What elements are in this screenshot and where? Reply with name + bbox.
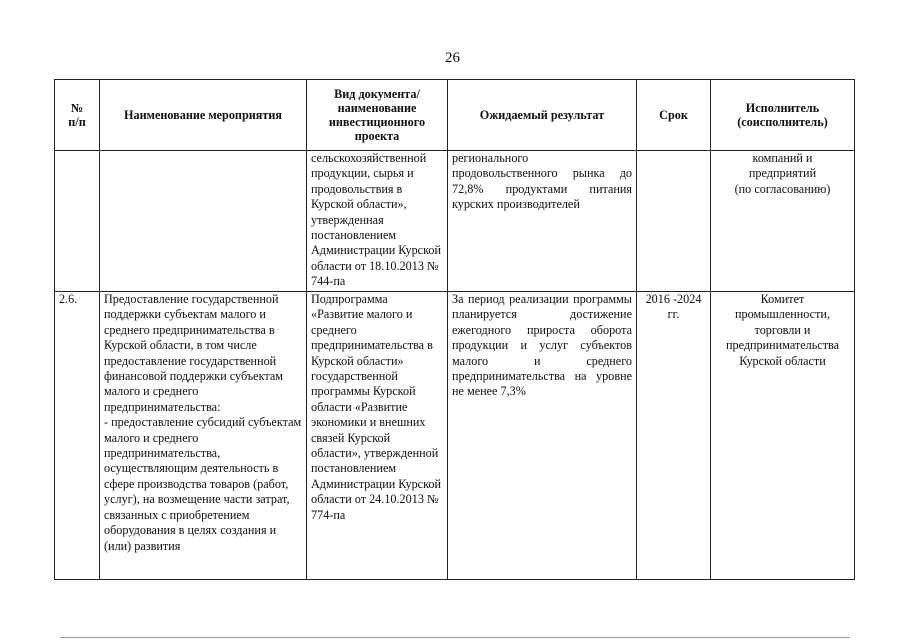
cell-expected-result: За период реализации программы планируется достижение ежегодного прироста оборота продукции и услуг субъектов малого и среднего предпринимательства на уровне не менее 7,3% [448,292,637,580]
table-row [55,151,855,292]
col-header-number: № п/п [55,80,100,151]
cell-activity-name [100,151,307,292]
cell-activity-name: Предоставление государственной поддержки субъектам малого и среднего предпринимательства в Курской области, в том числе предоставление государственной финансовой поддержки субъектам малого и среднего предпринимательства: - предоставление субсидий субъектам малого и среднего предпринимательства, осуществляющим деятельность в сфере производства товаров (работ, услуг), на возмещение части затрат, связанных с приобретением оборудования в целях создания и (или) развития [100,292,307,580]
col-header-executor: Исполнитель (соисполнитель) [711,80,855,151]
cell-document: Подпрограмма «Развитие малого и среднего предпринимательства в Курской области» государственной программы Курской области «Развитие экономики и внешних связей Курской области», утвержденной постановлением Администрации Курской области от 24.10.2013 № 774-па [307,292,448,580]
activities-table [54,79,855,580]
col-header-activity-name: Наименование мероприятия [100,80,307,151]
cell-executor: компаний и предприятий (по согласованию) [711,151,855,292]
table-header-row [55,80,855,151]
col-header-expected-result: Ожидаемый результат [448,80,637,151]
cell-document: сельскохозяйственной продукции, сырья и продовольствия в Курской области», утвержденная постановлением Администрации Курской области от 18.10.2013 № 744-па [307,151,448,292]
cell-term [637,151,711,292]
cell-number: 2.6. [55,292,100,580]
col-header-document-type: Вид документа/ наименование инвестиционного проекта [307,80,448,151]
cell-term: 2016 -2024 гг. [637,292,711,580]
col-header-term: Срок [637,80,711,151]
table-row [55,292,855,580]
page-number: 26 [445,50,460,66]
cell-number [55,151,100,292]
scan-edge-line [60,637,850,638]
cell-expected-result: регионального продовольственного рынка до 72,8% продуктами питания курских производителей [448,151,637,292]
cell-executor: Комитет промышленности, торговли и предпринимательства Курской области [711,292,855,580]
